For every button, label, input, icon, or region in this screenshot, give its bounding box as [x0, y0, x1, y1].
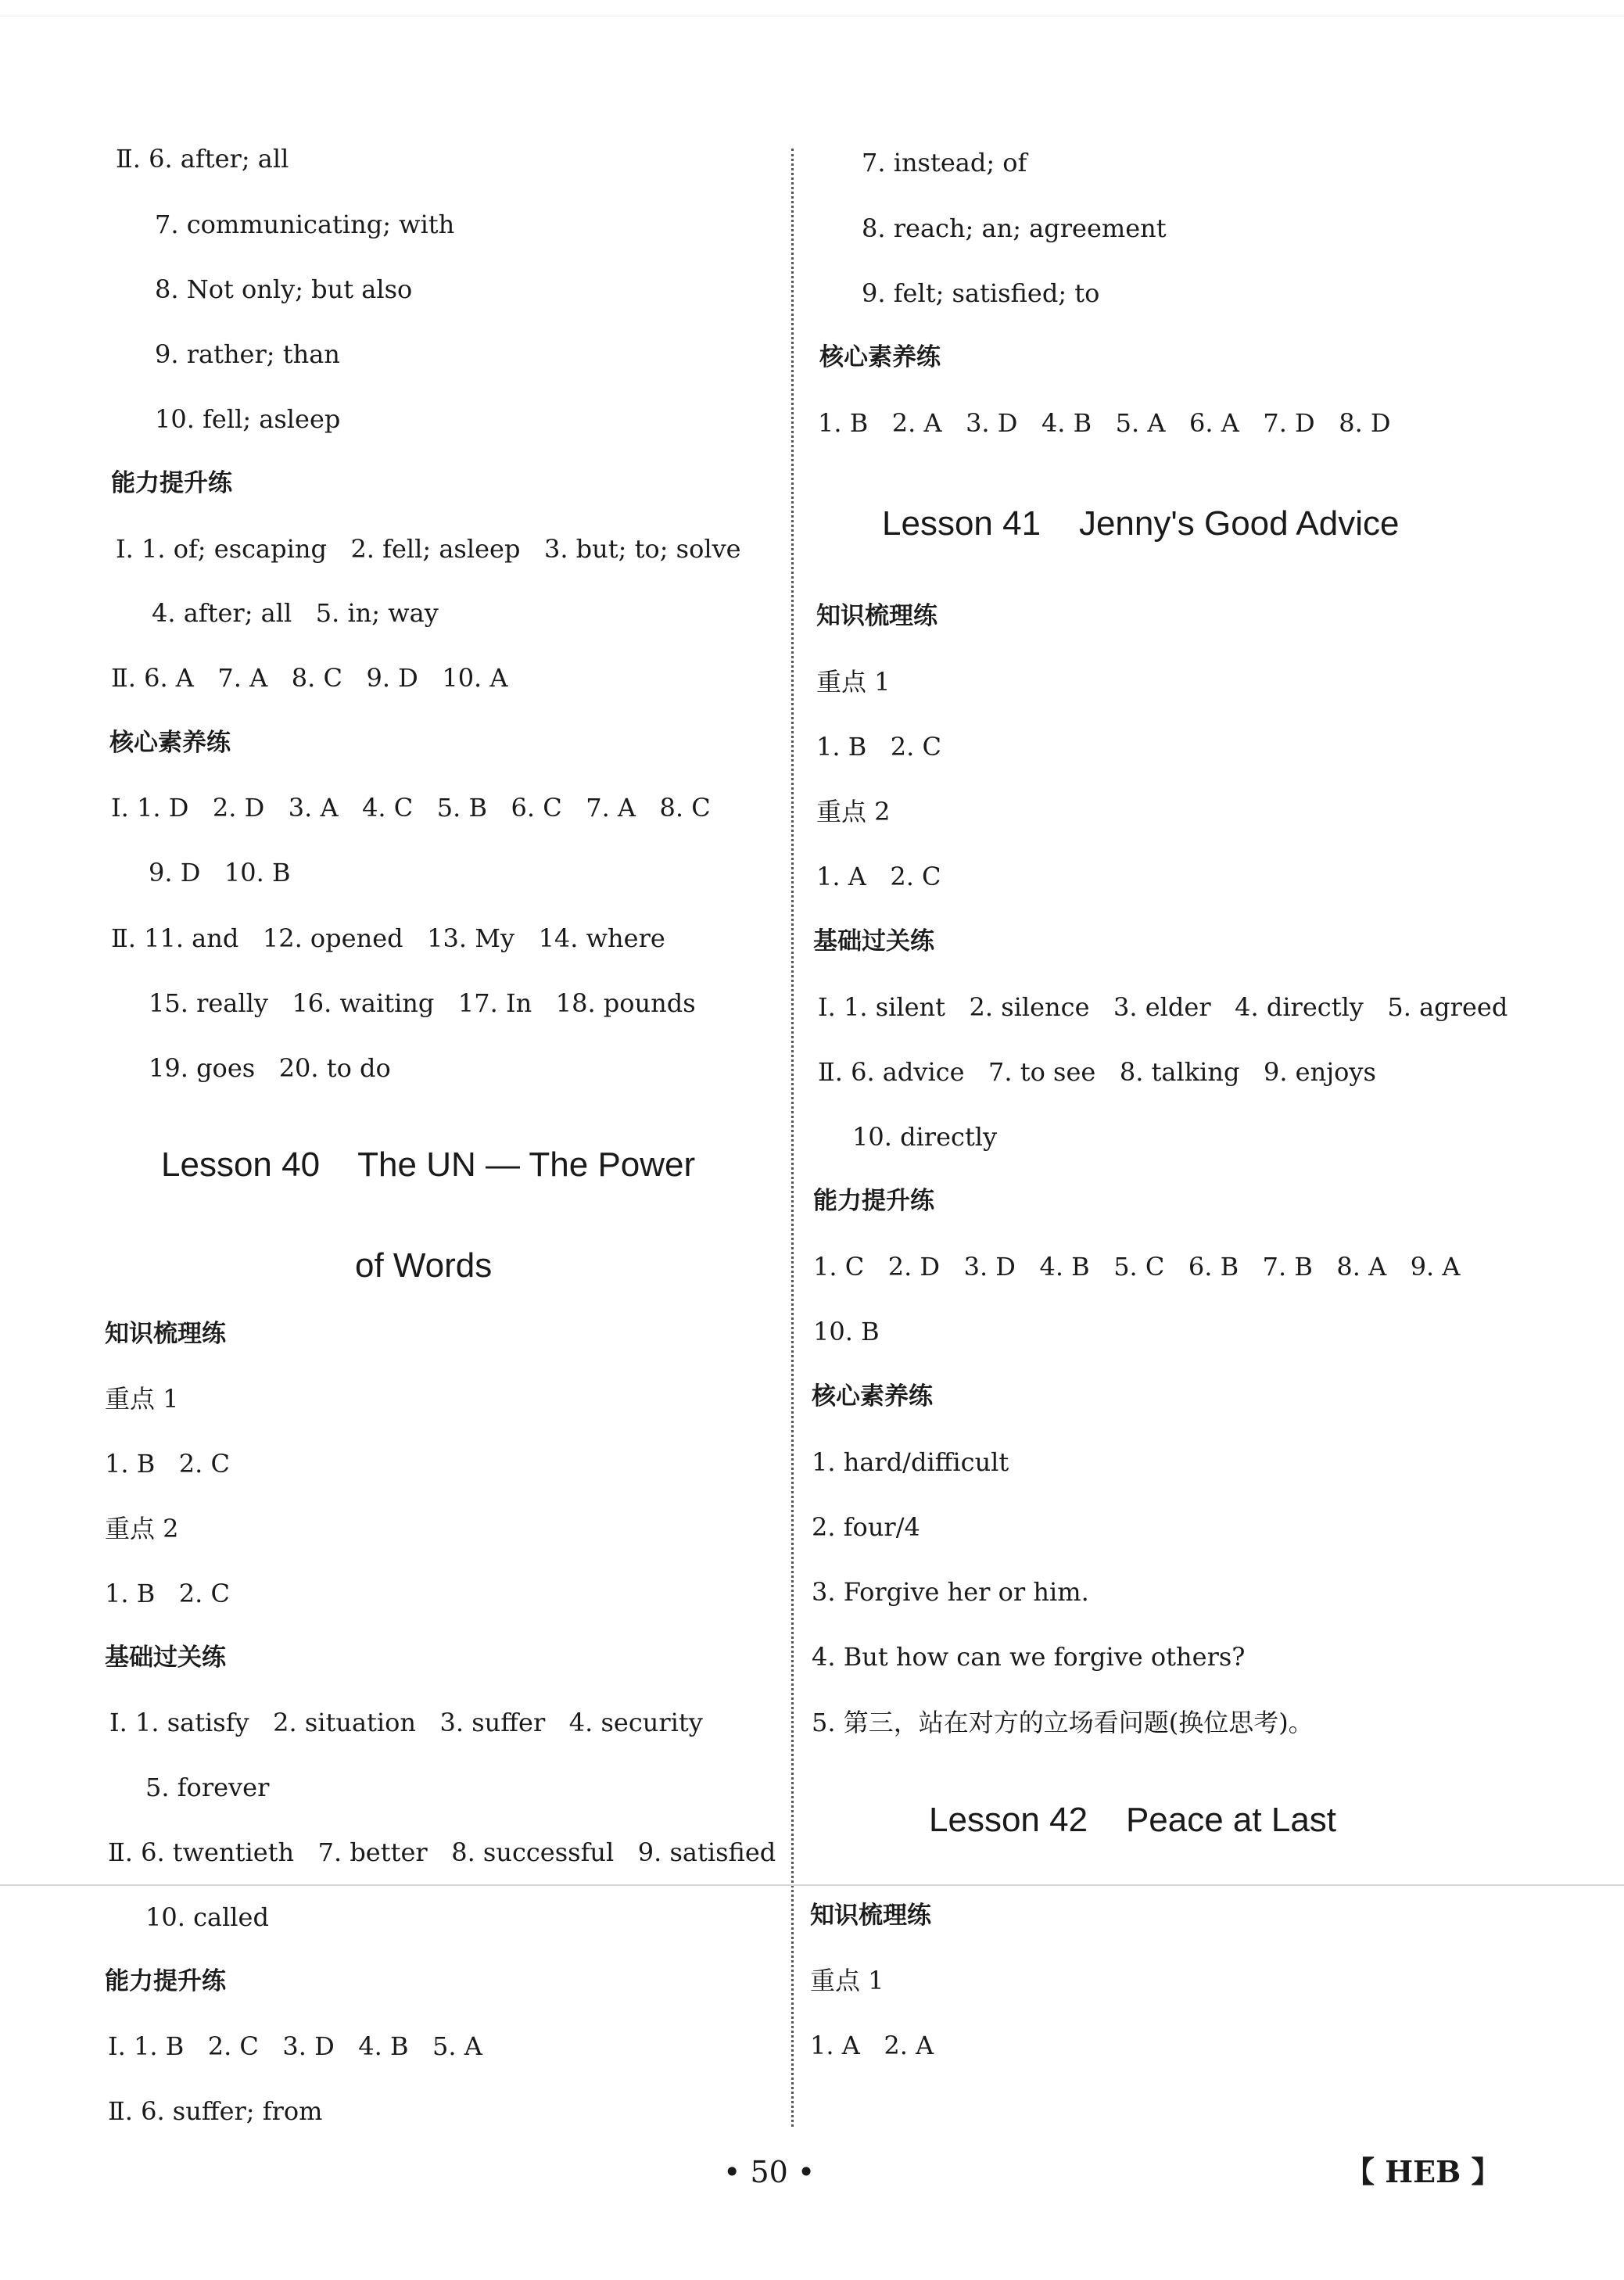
lesson-title: Lesson 42 Peace at Last: [929, 1801, 1337, 1839]
section-heading: 能力提升练: [813, 1187, 934, 1215]
answer-line: 5. forever: [145, 1773, 270, 1802]
answer-line: 7. communicating; with: [155, 210, 455, 239]
answer-line: Ⅰ. 1. B 2. C 3. D 4. B 5. A: [108, 2031, 482, 2061]
answer-line: 4. after; all 5. in; way: [152, 598, 439, 628]
answer-line: 10. called: [145, 1902, 269, 1932]
answer-line: 1. C 2. D 3. D 4. B 5. C 6. B 7. B 8. A 9. A: [813, 1252, 1461, 1282]
answer-line: 19. goes 20. to do: [149, 1053, 391, 1083]
section-heading: 知识梳理练: [810, 1902, 931, 1930]
answer-line: 10. B: [813, 1317, 880, 1346]
section-heading: 知识梳理练: [816, 602, 937, 630]
answer-line: 7. instead; of: [862, 148, 1027, 177]
answer-line: Ⅰ. 1. satisfy 2. situation 3. suffer 4. security: [109, 1708, 703, 1737]
answer-line: 3. Forgive her or him.: [812, 1577, 1089, 1607]
answer-line: 8. Not only; but also: [155, 274, 413, 304]
answer-line: Ⅰ. 1. silent 2. silence 3. elder 4. directly 5. agreed: [818, 992, 1508, 1022]
lesson-title-cont: of Words: [355, 1246, 493, 1285]
section-heading: 能力提升练: [105, 1967, 226, 1995]
answer-line: 1. A 2. A: [810, 2031, 934, 2060]
key-point-label: 重点 1: [816, 667, 891, 697]
column-divider: [791, 149, 794, 2127]
section-heading: 基础过关练: [813, 927, 934, 955]
answer-line: 1. hard/difficult: [812, 1447, 1009, 1477]
answer-line: 9. felt; satisfied; to: [862, 278, 1100, 308]
answer-line: 1. B 2. C: [105, 1449, 230, 1479]
key-point-label: 重点 2: [816, 797, 891, 826]
answer-line: Ⅱ. 6. A 7. A 8. C 9. D 10. A: [111, 663, 508, 693]
edition-tag: 【 HEB 】: [1345, 2154, 1501, 2189]
lesson-title: Lesson 41 Jenny's Good Advice: [882, 504, 1400, 543]
section-heading: 核心素养练: [819, 343, 941, 371]
answer-line: 4. But how can we forgive others?: [812, 1642, 1246, 1672]
answer-line: Ⅱ. 6. suffer; from: [108, 2096, 323, 2126]
answer-line: 9. rather; than: [155, 339, 340, 369]
section-heading: 能力提升练: [111, 469, 232, 497]
answer-line: 15. really 16. waiting 17. In 18. pounds: [149, 988, 696, 1018]
section-heading: 基础过关练: [105, 1644, 226, 1672]
section-heading: 核心素养练: [812, 1382, 933, 1411]
answer-line: Ⅱ. 6. advice 7. to see 8. talking 9. enjoys: [818, 1057, 1376, 1087]
answer-line: 2. four/4: [812, 1512, 920, 1542]
answer-line: 10. fell; asleep: [155, 404, 341, 434]
section-heading: 核心素养练: [109, 729, 231, 757]
answer-line: 8. reach; an; agreement: [862, 213, 1167, 243]
key-point-label: 重点 1: [105, 1384, 179, 1414]
answer-line: 1. B 2. A 3. D 4. B 5. A 6. A 7. D 8. D: [818, 408, 1391, 438]
answer-line: 1. B 2. C: [105, 1579, 230, 1608]
answer-line: 5. 第三，站在对方的立场看问题(换位思考)。: [812, 1708, 1314, 1737]
lesson-title: Lesson 40 The UN — The Power: [161, 1145, 696, 1184]
answer-line: Ⅱ. 6. after; all: [116, 144, 289, 174]
answer-line: Ⅱ. 6. twentieth 7. better 8. successful 9. satisfied: [108, 1837, 776, 1867]
section-heading: 知识梳理练: [105, 1320, 226, 1348]
answer-line: Ⅰ. 1. D 2. D 3. A 4. C 5. B 6. C 7. A 8. C: [111, 793, 711, 823]
answer-line: 9. D 10. B: [149, 858, 291, 887]
answer-line: 1. A 2. C: [816, 862, 941, 891]
scan-fold-line: [0, 1884, 1624, 1886]
key-point-label: 重点 1: [810, 1966, 884, 1995]
answer-line: 1. B 2. C: [816, 732, 941, 762]
answer-line: Ⅰ. 1. of; escaping 2. fell; asleep 3. but; to; solve: [116, 534, 741, 564]
answer-line: 10. directly: [852, 1122, 998, 1152]
key-point-label: 重点 2: [105, 1514, 179, 1543]
answer-line: Ⅱ. 11. and 12. opened 13. My 14. where: [111, 923, 665, 953]
page-number: • 50 •: [723, 2155, 816, 2189]
